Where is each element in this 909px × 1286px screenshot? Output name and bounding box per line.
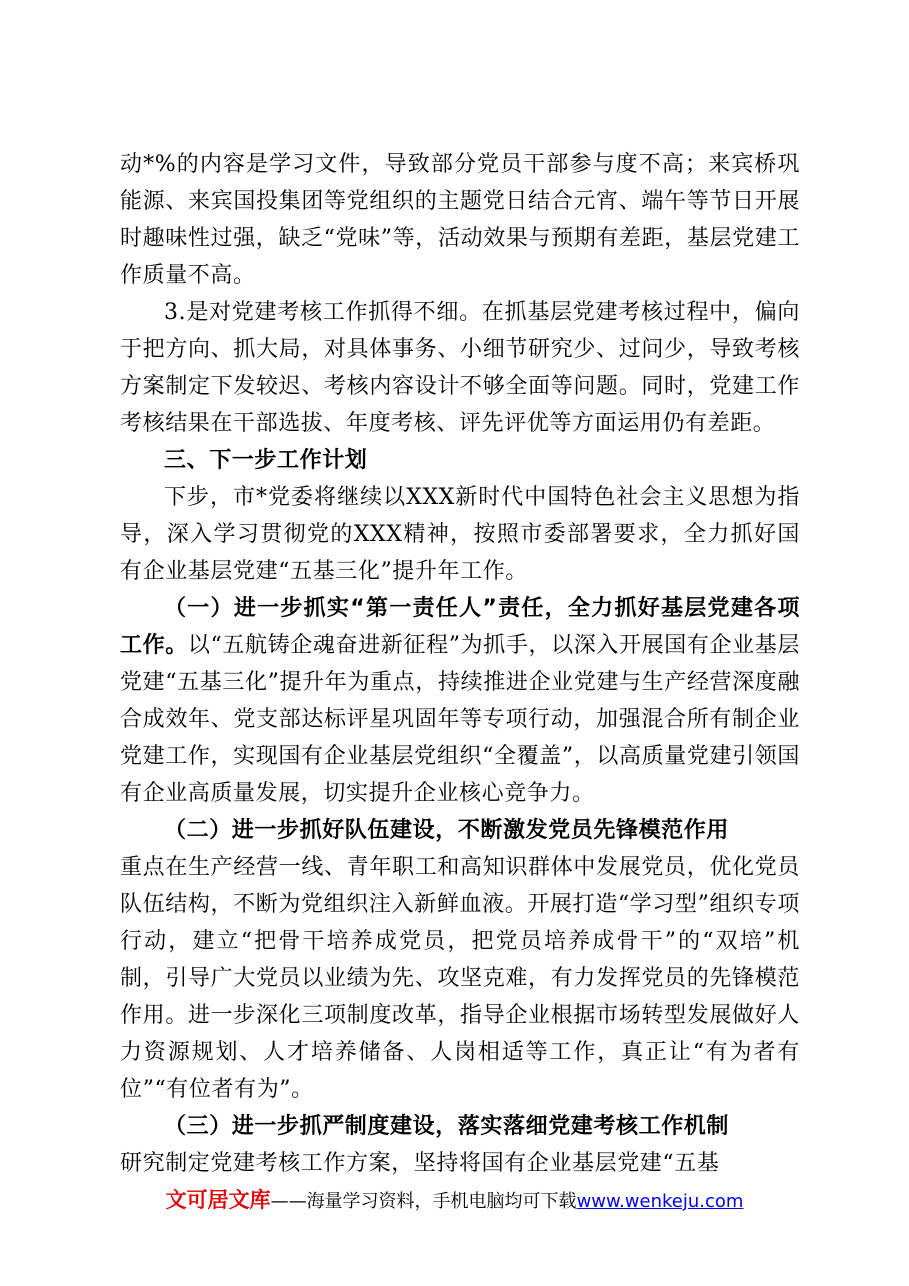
footer-separator: —— — [270, 1191, 307, 1212]
paragraph-item-two — [120, 812, 800, 1108]
paragraph-item-one — [120, 590, 800, 812]
paragraph-continuation: 动*%的内容是学习文件，导致部分党员干部参与度不高；来宾桥巩能源、来宾国投集团等党组织的主题党日结合元宵、端午等节日开展时趣味性过强，缺乏“党味”等，活动效果与预期有差距，基层党建工作质量不高。 — [120, 152, 800, 288]
item-two-lead: （二）进一步抓好队伍建设，不断激发党员先锋模范作用 — [164, 818, 730, 843]
footer-tagline: 海量学习资料，手机电脑均可下载 — [306, 1191, 577, 1212]
item-one-text: 以“五航铸企魂奋进新征程”为抓手，以深入开展国有企业基层党建“五基三化”提升年为重点，持续推进企业党建与生产经营深度融合成效年、党支部达标评星巩固年等专项行动，加强混合所有制企业党建工作，实现国有企业基层党组织“全覆盖”，以高质量党建引领国有企业高质量发展，切实提升企业核心竞争力。 — [120, 633, 800, 806]
item-one-lead: （一）进一步抓实“第一责任人”责任，全力抓好基层党建各项工作。 — [120, 596, 800, 658]
footer-banner — [0, 1184, 909, 1214]
paragraph-item-three — [120, 1108, 800, 1182]
footer-brand: 文可居文库 — [165, 1188, 271, 1212]
item-three-text: 研究制定党建考核工作方案，坚持将国有企业基层党建“五基 — [120, 1151, 720, 1176]
footer-website-link[interactable]: www.wenkeju.com — [576, 1191, 744, 1212]
paragraph-next-steps-intro: 下步，市*党委将继续以XXX新时代中国特色社会主义思想为指导，深入学习贯彻党的XXX精神，按照市委部署要求，全力抓好国有企业基层党建“五基三化”提升年工作。 — [120, 485, 800, 584]
paragraph-assessment-issue: 3.是对党建考核工作抓得不细。在抓基层党建考核过程中，偏向于把方向、抓大局，对具体事务、小细节研究少、过问少，导致考核方案制定下发较迟、考核内容设计不够全面等问题。同时，党建工作考核结果在干部选拔、年度考核、评先评优等方面运用仍有差距。 — [120, 300, 800, 436]
section-heading: 三、下一步工作计划 — [164, 448, 368, 473]
document-body — [120, 146, 800, 1182]
item-two-text: 重点在生产经营一线、青年职工和高知识群体中发展党员，优化党员队伍结构，不断为党组织注入新鲜血液。开展打造“学习型”组织专项行动，建立“把骨干培养成党员，把党员培养成骨干”的“双培”机制，引导广大党员以业绩为先、攻坚克难，有力发挥党员的先锋模范作用。进一步深化三项制度改革，指导企业根据市场转型发展做好人力资源规划、人才培养储备、人岗相适等工作，真正让“有为者有位”“有位者有为”。 — [120, 855, 800, 1102]
item-three-lead: （三）进一步抓严制度建设，落实落细党建考核工作机制 — [164, 1114, 730, 1139]
